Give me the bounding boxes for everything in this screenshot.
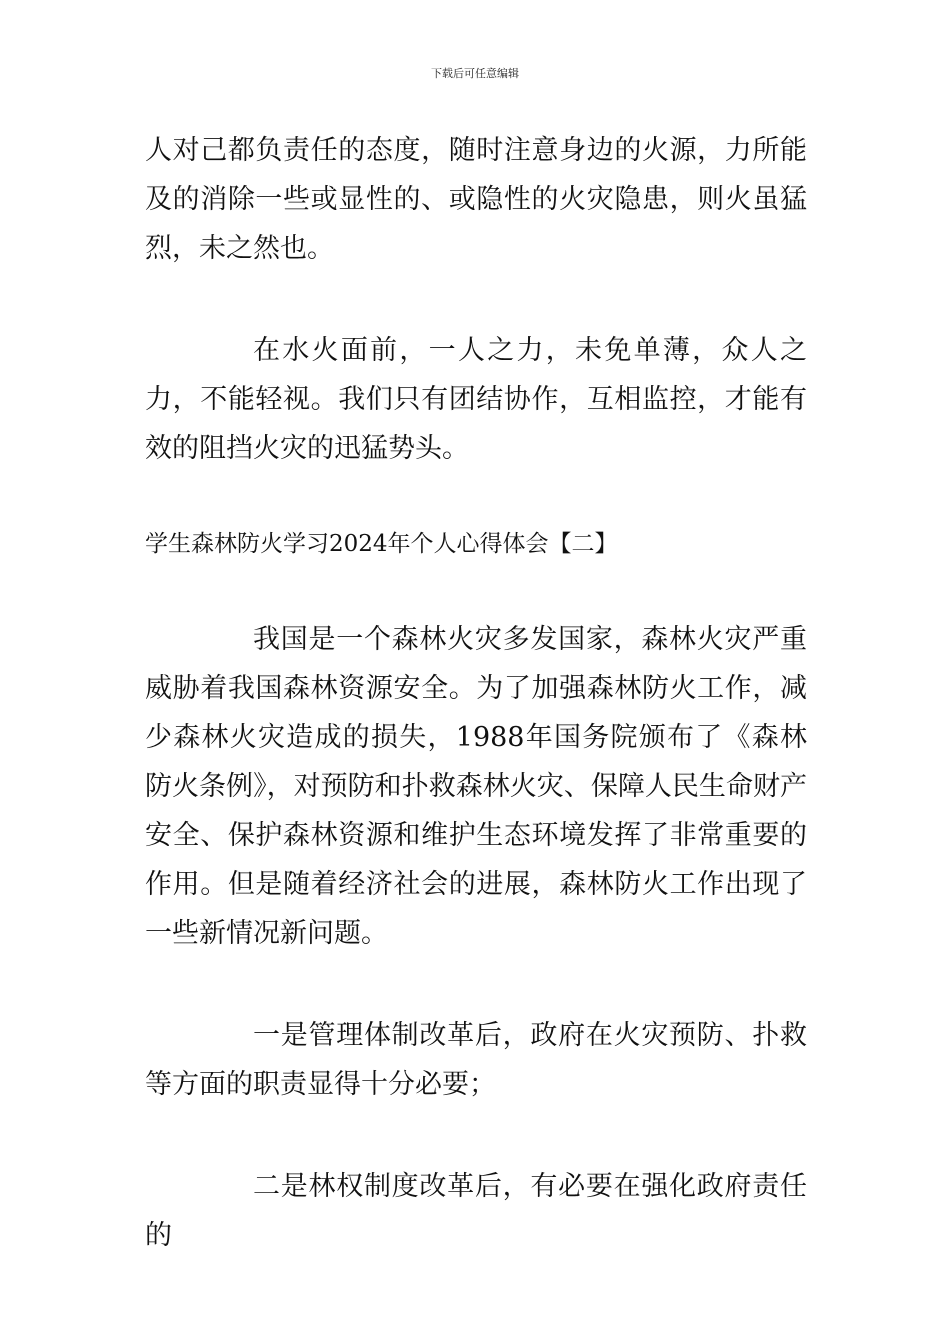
section-heading: 学生森林防火学习2024年个人心得体会【二】 bbox=[145, 531, 618, 557]
page-header-note: 下载后可任意编辑 bbox=[431, 67, 519, 80]
paragraph-point-two: 二是林权制度改革后，有必要在强化政府责任的 bbox=[145, 1171, 807, 1251]
paragraph-continued: 人对己都负责任的态度，随时注意身边的火源，力所能及的消除一些或显性的、或隐性的火灾隐患，则火虽猛烈，未之然也。 bbox=[145, 135, 807, 264]
paragraph-teamwork: 在水火面前，一人之力，未免单薄，众人之力，不能轻视。我们只有团结协作，互相监控，才能有效的阻挡火灾的迅猛势头。 bbox=[145, 335, 807, 464]
paragraph-forest-fire-overview: 我国是一个森林火灾多发国家，森林火灾严重威胁着我国森林资源安全。为了加强森林防火工作，减少森林火灾造成的损失，1988年国务院颁布了《森林防火条例》，对预防和扑救森林火灾、保障人民生命财产安全、保护森林资源和维护生态环境发挥了非常重要的作用。但是随着经济社会的进展，森林防火工作出现了一些新情况新问题。 bbox=[145, 624, 807, 949]
document-body bbox=[145, 126, 807, 1260]
paragraph-point-one: 一是管理体制改革后，政府在火灾预防、扑救等方面的职责显得十分必要； bbox=[145, 1020, 807, 1100]
